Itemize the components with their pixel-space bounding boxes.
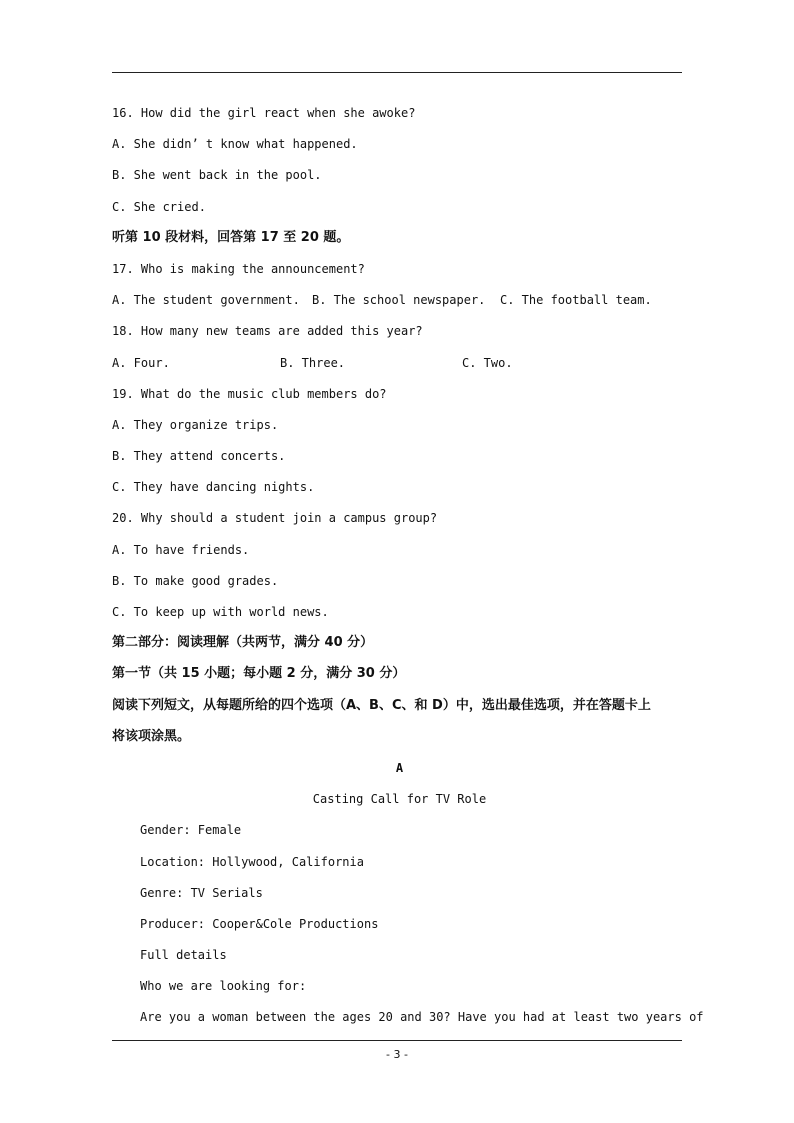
section10-instruction: 听第 10 段材料，回答第 17 至 20 题。 [112, 229, 350, 245]
q16-option-c: C. She cried. [112, 199, 206, 214]
document-body [112, 100, 704, 1036]
q20-stem: 20. Why should a student join a campus group? [112, 511, 438, 526]
footer-rule [112, 1040, 682, 1041]
q19-option-c: C. They have dancing nights. [112, 480, 315, 495]
q16-option-a: A. She didn’ t know what happened. [112, 137, 358, 152]
reading-instruction-line2: 将该项涂黑。 [112, 728, 191, 744]
part2-heading: 第二部分：阅读理解（共两节，满分 40 分） [112, 635, 374, 651]
header-rule [112, 72, 682, 73]
q16-option-b: B. She went back in the pool. [112, 168, 322, 183]
q17-option-c: C. The football team. [500, 293, 652, 308]
q19-option-a: A. They organize trips. [112, 417, 279, 432]
q17-stem: 17. Who is making the announcement? [112, 261, 365, 276]
q18-option-a: A. Four. [112, 355, 170, 370]
passage-producer: Producer: Cooper&Cole Productions [140, 916, 379, 931]
q19-option-b: B. They attend concerts. [112, 449, 286, 464]
page-number: - 3 - [386, 1048, 408, 1061]
q17-option-a: A. The student government. [112, 293, 300, 308]
passage-label: A [395, 760, 404, 775]
q16-stem: 16. How did the girl react when she awoke? [112, 106, 416, 120]
q18-stem: 18. How many new teams are added this year? [112, 324, 423, 339]
q19-stem: 19. What do the music club members do? [112, 386, 387, 401]
q18-option-c: C. Two. [462, 355, 513, 370]
q18-options [112, 350, 687, 381]
passage-gender: Gender: Female [140, 823, 242, 838]
q18-option-b: B. Three. [280, 355, 346, 370]
q20-option-a: A. To have friends. [112, 542, 250, 557]
passage-genre: Genre: TV Serials [140, 885, 263, 900]
reading-instruction-line1: 阅读下列短文，从每题所给的四个选项（A、B、C、和 D）中，选出最佳选项，并在答题卡上 [112, 697, 651, 713]
passage-text-line1: Are you a woman between the ages 20 and 30? Have you had at least two years of [140, 1010, 704, 1025]
passage-title: Casting Call for TV Role [312, 792, 487, 807]
q20-option-c: C. To keep up with world news. [112, 605, 329, 619]
passage-full-details: Full details [140, 948, 227, 963]
q20-option-b: B. To make good grades. [112, 573, 279, 588]
passage-looking-for: Who we are looking for: [140, 979, 307, 994]
section1-heading: 第一节（共 15 小题；每小题 2 分，满分 30 分） [112, 666, 406, 682]
passage-location: Location: Hollywood, California [140, 854, 364, 869]
q17-option-b: B. The school newspaper. [312, 293, 486, 308]
q17-options [112, 287, 687, 318]
